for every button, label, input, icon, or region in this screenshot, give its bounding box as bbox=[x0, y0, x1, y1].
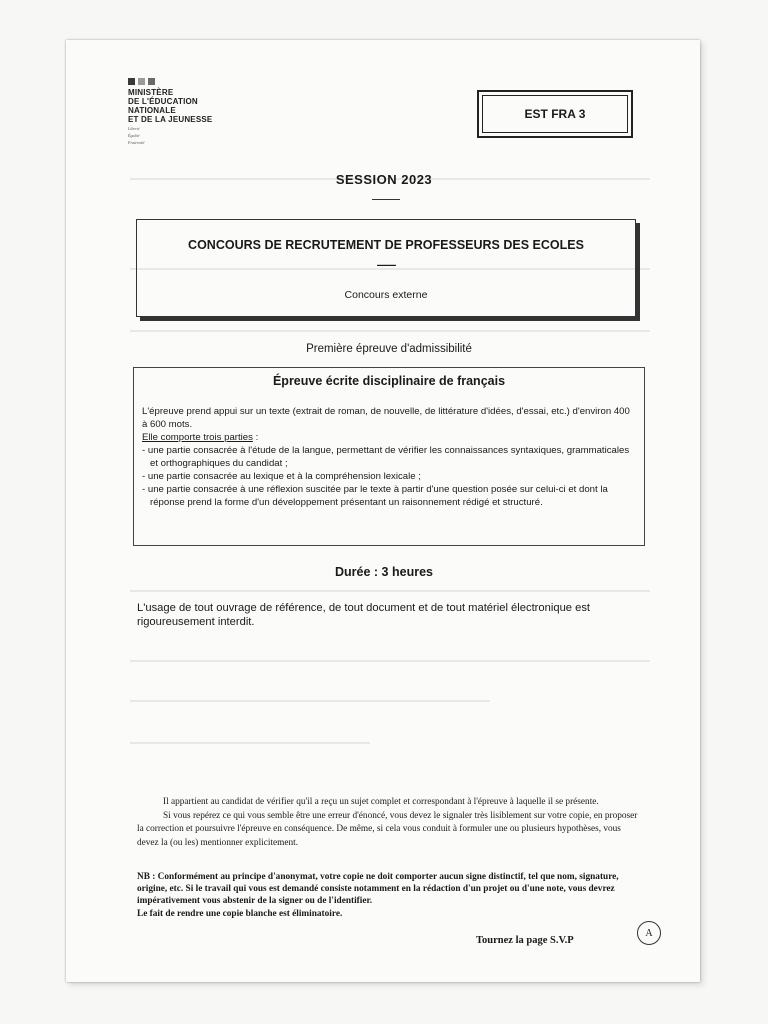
nb-notice bbox=[137, 871, 643, 920]
discipline-intro: L'épreuve prend appui sur un texte (extrait de roman, de nouvelle, de littérature d'idées, d'essai, etc.) d'environ 400 à 600 mots. bbox=[142, 406, 630, 430]
show-through-line bbox=[130, 590, 650, 592]
exam-code: EST FRA 3 bbox=[524, 107, 586, 121]
show-through-line bbox=[130, 330, 650, 332]
concours-subtitle: Concours externe bbox=[344, 289, 428, 301]
show-through-line bbox=[130, 742, 370, 744]
list-item: - une partie consacrée au lexique et à la compréhension lexicale ; bbox=[142, 471, 421, 482]
show-through-line bbox=[130, 660, 650, 662]
list-item: - une partie consacrée à l'étude de la langue, permettant de vérifier les connaissances syntaxiques, grammaticales et orthographiques du candidat ; bbox=[142, 445, 630, 469]
nb-paragraph: NB : Conformément au principe d'anonymat, votre copie ne doit comporter aucun signe distinctif, tel que nom, signature, origine, etc. Si le travail qui vous est demandé consiste notamment en la rédaction d'un projet ou d'une note, vous devrez impérativement vous abstenir de la signer ou de l'identifier. bbox=[137, 872, 619, 907]
ministry-logo bbox=[128, 78, 212, 145]
candidate-instructions bbox=[137, 796, 643, 850]
discipline-description bbox=[142, 405, 636, 509]
instruction-paragraph: Il appartient au candidat de vérifier qu'il a reçu un sujet complet et correspondant à l'épreuve à laquelle il se présente. bbox=[163, 797, 599, 807]
ministry-line: ET DE LA JEUNESSE bbox=[128, 115, 213, 124]
nb-paragraph: Le fait de rendre une copie blanche est éliminatoire. bbox=[137, 908, 343, 919]
exam-code-box bbox=[477, 90, 633, 138]
parts-heading-colon: : bbox=[252, 432, 259, 443]
parts-heading: Elle comporte trois parties bbox=[142, 432, 253, 443]
concours-title: CONCOURS DE RECRUTEMENT DE PROFESSEURS DES ECOLES bbox=[188, 238, 584, 252]
discipline-box bbox=[133, 367, 645, 546]
session-rule bbox=[372, 199, 400, 200]
session-title: SESSION 2023 bbox=[335, 172, 433, 187]
motto-line: Fraternité bbox=[128, 140, 145, 145]
marianne-flag-icon bbox=[128, 78, 212, 85]
usage-rule: L'usage de tout ouvrage de référence, de tout document et de tout matériel électronique est rigoureusement interdit. bbox=[137, 602, 591, 628]
epreuve-label: Première épreuve d'admissibilité bbox=[306, 343, 472, 355]
ministry-line: NATIONALE bbox=[128, 106, 176, 115]
parts-list bbox=[142, 444, 636, 509]
page-marker-circle bbox=[637, 921, 661, 945]
duration: Durée : 3 heures bbox=[335, 565, 433, 579]
show-through-line bbox=[130, 700, 490, 702]
instruction-paragraph: Si vous repérez ce qui vous semble être une erreur d'énoncé, vous devez le signaler très lisiblement sur votre copie, en proposer la correction et poursuivre l'épreuve en conséquence. De même, si cela vous conduit à formuler une ou plusieurs hypothèses, vous devez la (ou les) mentionner explicitement. bbox=[137, 810, 638, 848]
list-item: - une partie consacrée à une réflexion suscitée par le texte à partir d'une question posée sur celui-ci et dont la réponse prend la forme d'un développement présentant un raisonnement rédigé et structuré. bbox=[142, 484, 608, 508]
concours-box bbox=[136, 219, 636, 317]
parts-heading-line bbox=[142, 431, 636, 444]
turn-page-note: Tournez la page S.V.P bbox=[476, 935, 574, 946]
ministry-line: MINISTÈRE bbox=[128, 88, 174, 97]
discipline-title: Épreuve écrite disciplinaire de français bbox=[272, 374, 506, 388]
motto-line: Égalité bbox=[128, 133, 140, 138]
ministry-line: DE L'ÉDUCATION bbox=[128, 97, 198, 106]
motto-line: Liberté bbox=[128, 126, 140, 131]
page-marker: A bbox=[645, 927, 653, 939]
concours-separator: -------- bbox=[376, 260, 396, 271]
